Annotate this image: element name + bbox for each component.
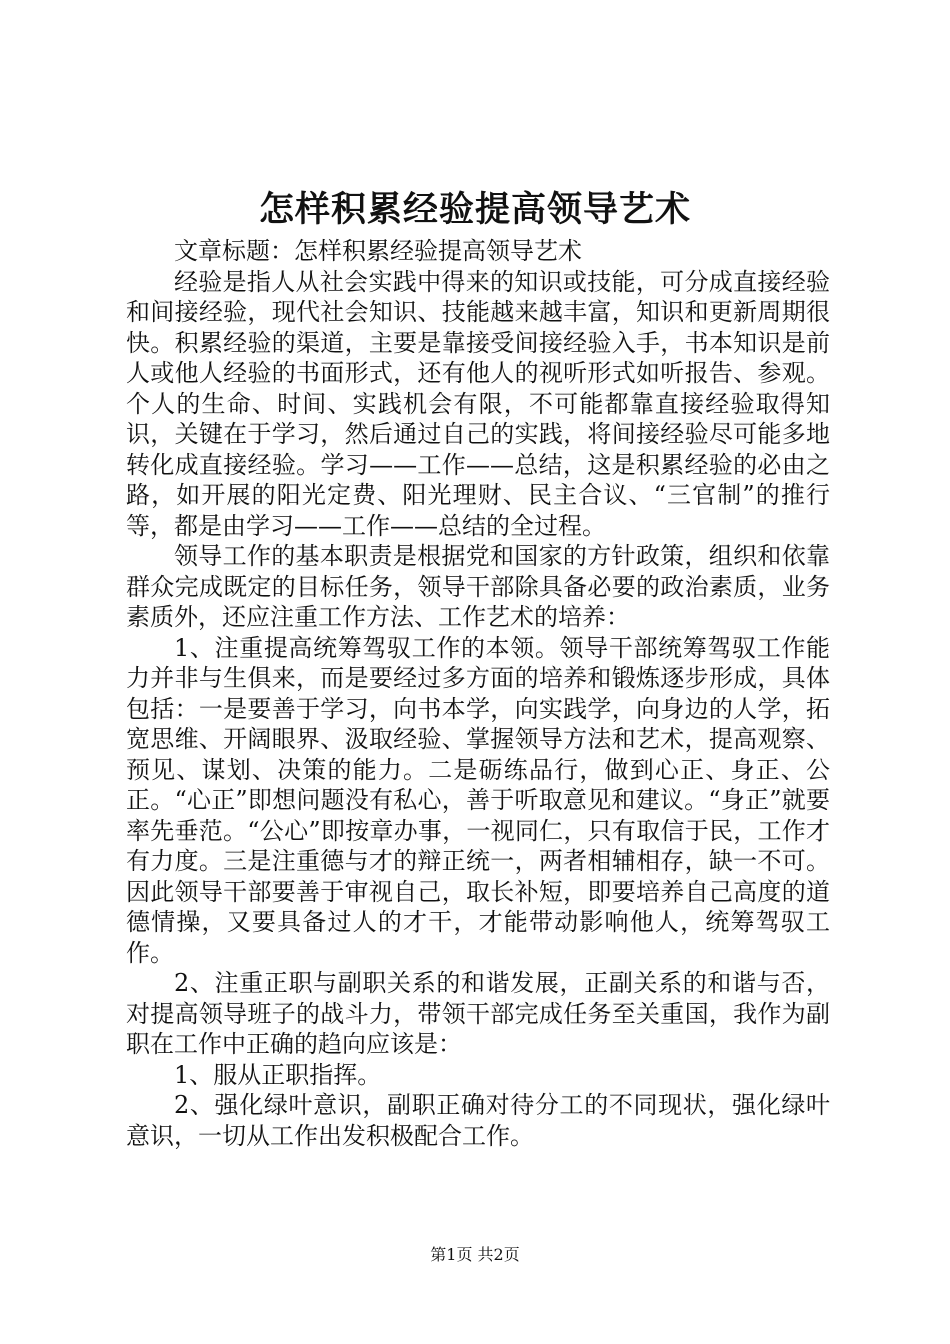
paragraph: 领导工作的基本职责是根据党和国家的方针政策，组织和依靠群众完成既定的目标任务，领导干部除具备必要的政治素质，业务素质外，还应注重工作方法、工作艺术的培养： — [126, 542, 830, 631]
paragraph: 1、注重提高统筹驾驭工作的本领。领导干部统筹驾驭工作能力并非与生俱来，而是要经过多方面的培养和锻炼逐步形成，具体包括：一是要善于学习，向书本学，向实践学，向身边的人学，拓宽思维、开阔眼界、汲取经验、掌握领导方法和艺术，提高观察、预见、谋划、决策的能力。二是砺练品行，做到心正、身正、公正。“心正”即想问题没有私心，善于听取意见和建议。“身正”就要率先垂范。“公心”即按章办事，一视同仁，只有取信于民，工作才有力度。三是注重德与才的辩正统一，两者相辅相存，缺一不可。因此领导干部要善于审视自己，取长补短，即要培养自己高度的道德情操，又要具备过人的才干，才能带动影响他人，统筹驾驭工作。 — [126, 633, 830, 967]
paragraph: 2、注重正职与副职关系的和谐发展，正副关系的和谐与否，对提高领导班子的战斗力，带领干部完成任务至关重国，我作为副职在工作中正确的趋向应该是： — [126, 969, 830, 1058]
paragraph: 2、强化绿叶意识，副职正确对待分工的不同现状，强化绿叶意识，一切从工作出发积极配合工作。 — [126, 1091, 830, 1150]
page-number-footer: 第1页 共2页 — [430, 1245, 520, 1264]
page-title: 怎样积累经验提高领导艺术 — [258, 189, 691, 230]
paragraph: 经验是指人从社会实践中得来的知识或技能，可分成直接经验和间接经验，现代社会知识、技能越来越丰富，知识和更新周期很快。积累经验的渠道，主要是靠接受间接经验入手，书本知识是前人或他人经验的书面形式，还有他人的视听形式如听报告、参观。个人的生命、时间、实践机会有限，不可能都靠直接经验取得知识，关键在于学习，然后通过自己的实践，将间接经验尽可能多地转化成直接经验。学习——工作——总结，这是积累经验的必由之路，如开展的阳光定费、阳光理财、民主合议、“三官制”的推行等，都是由学习——工作——总结的全过程。 — [126, 267, 830, 540]
paragraph: 1、服从正职指挥。 — [174, 1060, 382, 1089]
article-title-line: 文章标题：怎样积累经验提高领导艺术 — [174, 237, 582, 265]
document-body — [126, 236, 830, 1151]
